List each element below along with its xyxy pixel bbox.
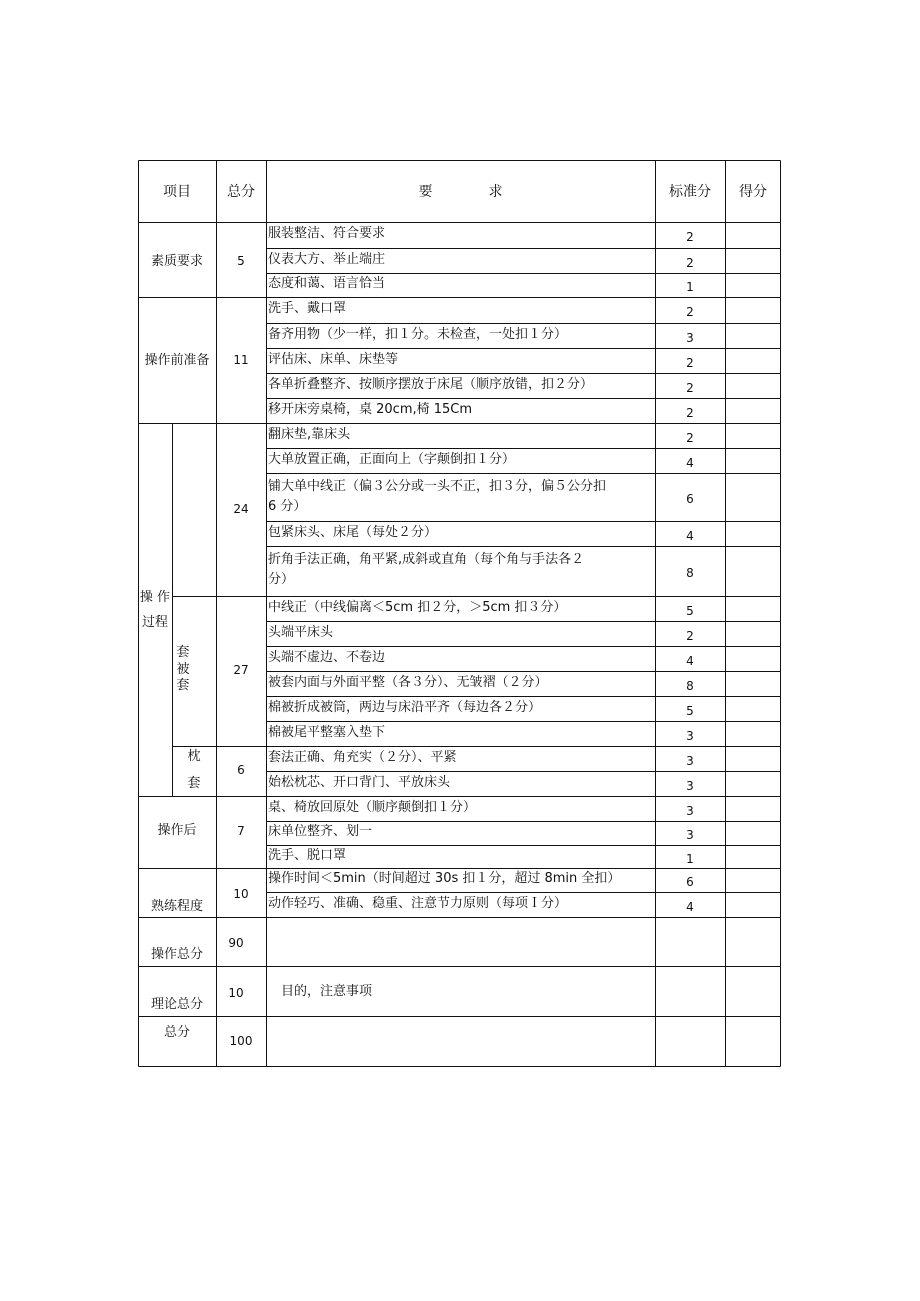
requirement-text-continued: 6 分） xyxy=(268,499,307,514)
requirement-text: 服装整洁、符合要求 xyxy=(268,226,386,241)
subcategory-quilt-cover-3: 套 xyxy=(176,678,190,693)
category-theory-total: 理论总分 xyxy=(150,997,203,1012)
requirement-text: 操作时间＜5min（时间超过 30s 扣１分，超过 8min 全扣） xyxy=(268,871,621,886)
earned-score-cell[interactable] xyxy=(725,696,781,721)
standard-score: 3 xyxy=(686,803,694,818)
requirement-text: 各单折叠整齐、按顺序摆放于床尾（顺序放错，扣２分） xyxy=(268,376,594,392)
header-total: 总分 xyxy=(227,184,255,200)
total-quality: 5 xyxy=(237,254,245,268)
requirement-text: 洗手、戴口罩 xyxy=(268,301,347,316)
standard-score: 1 xyxy=(686,280,694,294)
earned-score-cell[interactable] xyxy=(725,621,781,646)
requirement-text: 态度和蔼、语言恰当 xyxy=(268,276,386,291)
total-quilt-cover: 27 xyxy=(233,663,249,677)
requirement-text: 包紧床头、床尾（每处２分） xyxy=(268,524,438,540)
earned-score-cell[interactable] xyxy=(725,671,781,696)
requirement-text: 被套内面与外面平整（各３分）、无皱褶（２分） xyxy=(268,674,548,690)
total-theory-total: 10 xyxy=(228,986,244,1000)
requirement-text: 套法正确、角充实（２分）、平紧 xyxy=(268,749,457,765)
requirement-text: 棉被折成被筒，两边与床沿平齐（每边各２分） xyxy=(268,699,542,715)
requirement-text: 仪表大方、举止端庄 xyxy=(268,251,386,267)
requirement-text: 始松枕芯、开口背门、平放床头 xyxy=(268,774,451,790)
header-item: 项目 xyxy=(163,184,191,200)
earned-score-cell[interactable] xyxy=(725,546,781,596)
total-operation-total: 90 xyxy=(228,936,244,950)
requirement-text: 中线正（中线偏离＜5cm 扣２分，＞5cm 扣３分） xyxy=(268,599,567,615)
earned-score-cell[interactable] xyxy=(725,746,781,771)
earned-score-cell[interactable] xyxy=(725,323,781,348)
category-operation-total: 操作总分 xyxy=(150,947,203,962)
requirement-text: 移开床旁桌椅，桌 20cm,椅 15Cm xyxy=(268,401,473,417)
category-process-line2: 过程 xyxy=(141,615,168,630)
header-earned-score: 得分 xyxy=(739,184,767,200)
requirement-text: 折角手法正确，角平紧,成斜或直角（每个角与手法各２ xyxy=(268,552,585,567)
standard-score: 4 xyxy=(686,528,694,543)
earned-score-cell[interactable] xyxy=(725,348,781,373)
requirement-text-continued: 分） xyxy=(268,572,295,587)
earned-score-cell[interactable] xyxy=(725,248,781,273)
standard-score: 4 xyxy=(686,455,694,470)
earned-score-cell[interactable] xyxy=(725,596,781,621)
requirement-text: 棉被尾平整塞入垫下 xyxy=(268,724,386,740)
standard-score: 3 xyxy=(686,753,694,768)
standard-score: 2 xyxy=(686,230,694,244)
earned-score-cell[interactable] xyxy=(725,297,781,323)
earned-score-cell[interactable] xyxy=(725,646,781,671)
standard-score: 3 xyxy=(686,330,694,345)
standard-score: 4 xyxy=(686,653,694,668)
earned-score-cell[interactable] xyxy=(725,373,781,398)
standard-score: 5 xyxy=(686,703,694,718)
earned-score-cell[interactable] xyxy=(725,448,781,473)
earned-score-cell[interactable] xyxy=(725,273,781,297)
earned-score-cell[interactable] xyxy=(725,821,781,845)
standard-score: 2 xyxy=(686,430,694,445)
requirement-text: 铺大单中线正（偏３公分或一头不正，扣３分，偏５公分扣 xyxy=(268,479,607,494)
requirement-text: 备齐用物（少一样，扣１分。未检查，一处扣１分） xyxy=(268,326,568,342)
standard-score: 2 xyxy=(686,628,694,643)
subcategory-quilt-cover-1: 套 xyxy=(176,645,190,660)
standard-score: 1 xyxy=(686,851,694,866)
earned-score-cell[interactable] xyxy=(725,796,781,821)
standard-score: 4 xyxy=(686,899,694,914)
requirement-text: 大单放置正确，正面向上（字颠倒扣１分） xyxy=(268,451,516,467)
standard-score: 3 xyxy=(686,828,694,842)
total-bed-making: 24 xyxy=(233,502,249,516)
earned-score-cell[interactable] xyxy=(725,721,781,746)
header-standard-score: 标准分 xyxy=(669,184,711,200)
requirement-text: 头端平床头 xyxy=(268,624,334,640)
subcategory-pillowcase-2: 套 xyxy=(187,776,201,791)
standard-score: 2 xyxy=(686,355,694,370)
earned-score-cell[interactable] xyxy=(725,222,781,248)
earned-score-cell[interactable] xyxy=(725,868,781,892)
category-proficiency: 熟练程度 xyxy=(150,899,203,914)
requirement-text: 洗手、脱口罩 xyxy=(268,847,347,863)
standard-score: 8 xyxy=(686,678,694,693)
standard-score: 2 xyxy=(686,255,694,270)
total-proficiency: 10 xyxy=(233,887,249,901)
category-grand-total: 总分 xyxy=(163,1025,190,1040)
requirement-text: 床单位整齐、划一 xyxy=(268,824,373,839)
requirement-text: 翻床垫,靠床头 xyxy=(268,426,351,442)
standard-score: 3 xyxy=(686,728,694,743)
total-grand-total: 100 xyxy=(229,1034,253,1048)
requirement-text: 桌、椅放回原处（顺序颠倒扣１分） xyxy=(268,799,477,815)
standard-score: 5 xyxy=(686,603,694,618)
total-after-operation: 7 xyxy=(237,824,245,838)
earned-score-cell[interactable] xyxy=(725,892,781,917)
subcategory-pillowcase-1: 枕 xyxy=(187,749,201,764)
category-after-operation: 操作后 xyxy=(157,823,197,838)
earned-score-cell[interactable] xyxy=(725,845,781,868)
category-quality: 素质要求 xyxy=(150,254,203,269)
earned-score-cell[interactable] xyxy=(725,771,781,796)
category-preparation: 操作前准备 xyxy=(144,353,210,368)
subcategory-quilt-cover-2: 被 xyxy=(176,662,190,677)
requirement-text: 头端不虚边、不卷边 xyxy=(268,649,386,665)
standard-score: 2 xyxy=(686,380,694,395)
earned-score-cell[interactable] xyxy=(725,521,781,546)
standard-score: 6 xyxy=(686,492,694,506)
earned-score-cell[interactable] xyxy=(725,423,781,448)
earned-score-cell[interactable] xyxy=(725,473,781,521)
total-preparation: 11 xyxy=(233,353,249,367)
earned-score-cell[interactable] xyxy=(725,398,781,423)
theory-note: 目的，注意事项 xyxy=(281,984,373,999)
total-pillowcase: 6 xyxy=(237,763,245,777)
requirement-text: 动作轻巧、准确、稳重、注意节力原则（每项Ｉ分） xyxy=(268,895,568,911)
standard-score: 2 xyxy=(686,405,694,420)
category-process-line1: 操 作 xyxy=(139,590,171,605)
scoring-sheet xyxy=(138,160,781,1067)
standard-score: 2 xyxy=(686,305,694,319)
header-requirement: 要 求 xyxy=(418,184,503,200)
standard-score: 3 xyxy=(686,778,694,793)
standard-score: 8 xyxy=(686,566,694,580)
standard-score: 6 xyxy=(686,875,694,889)
requirement-text: 评估床、床单、床垫等 xyxy=(268,351,399,367)
